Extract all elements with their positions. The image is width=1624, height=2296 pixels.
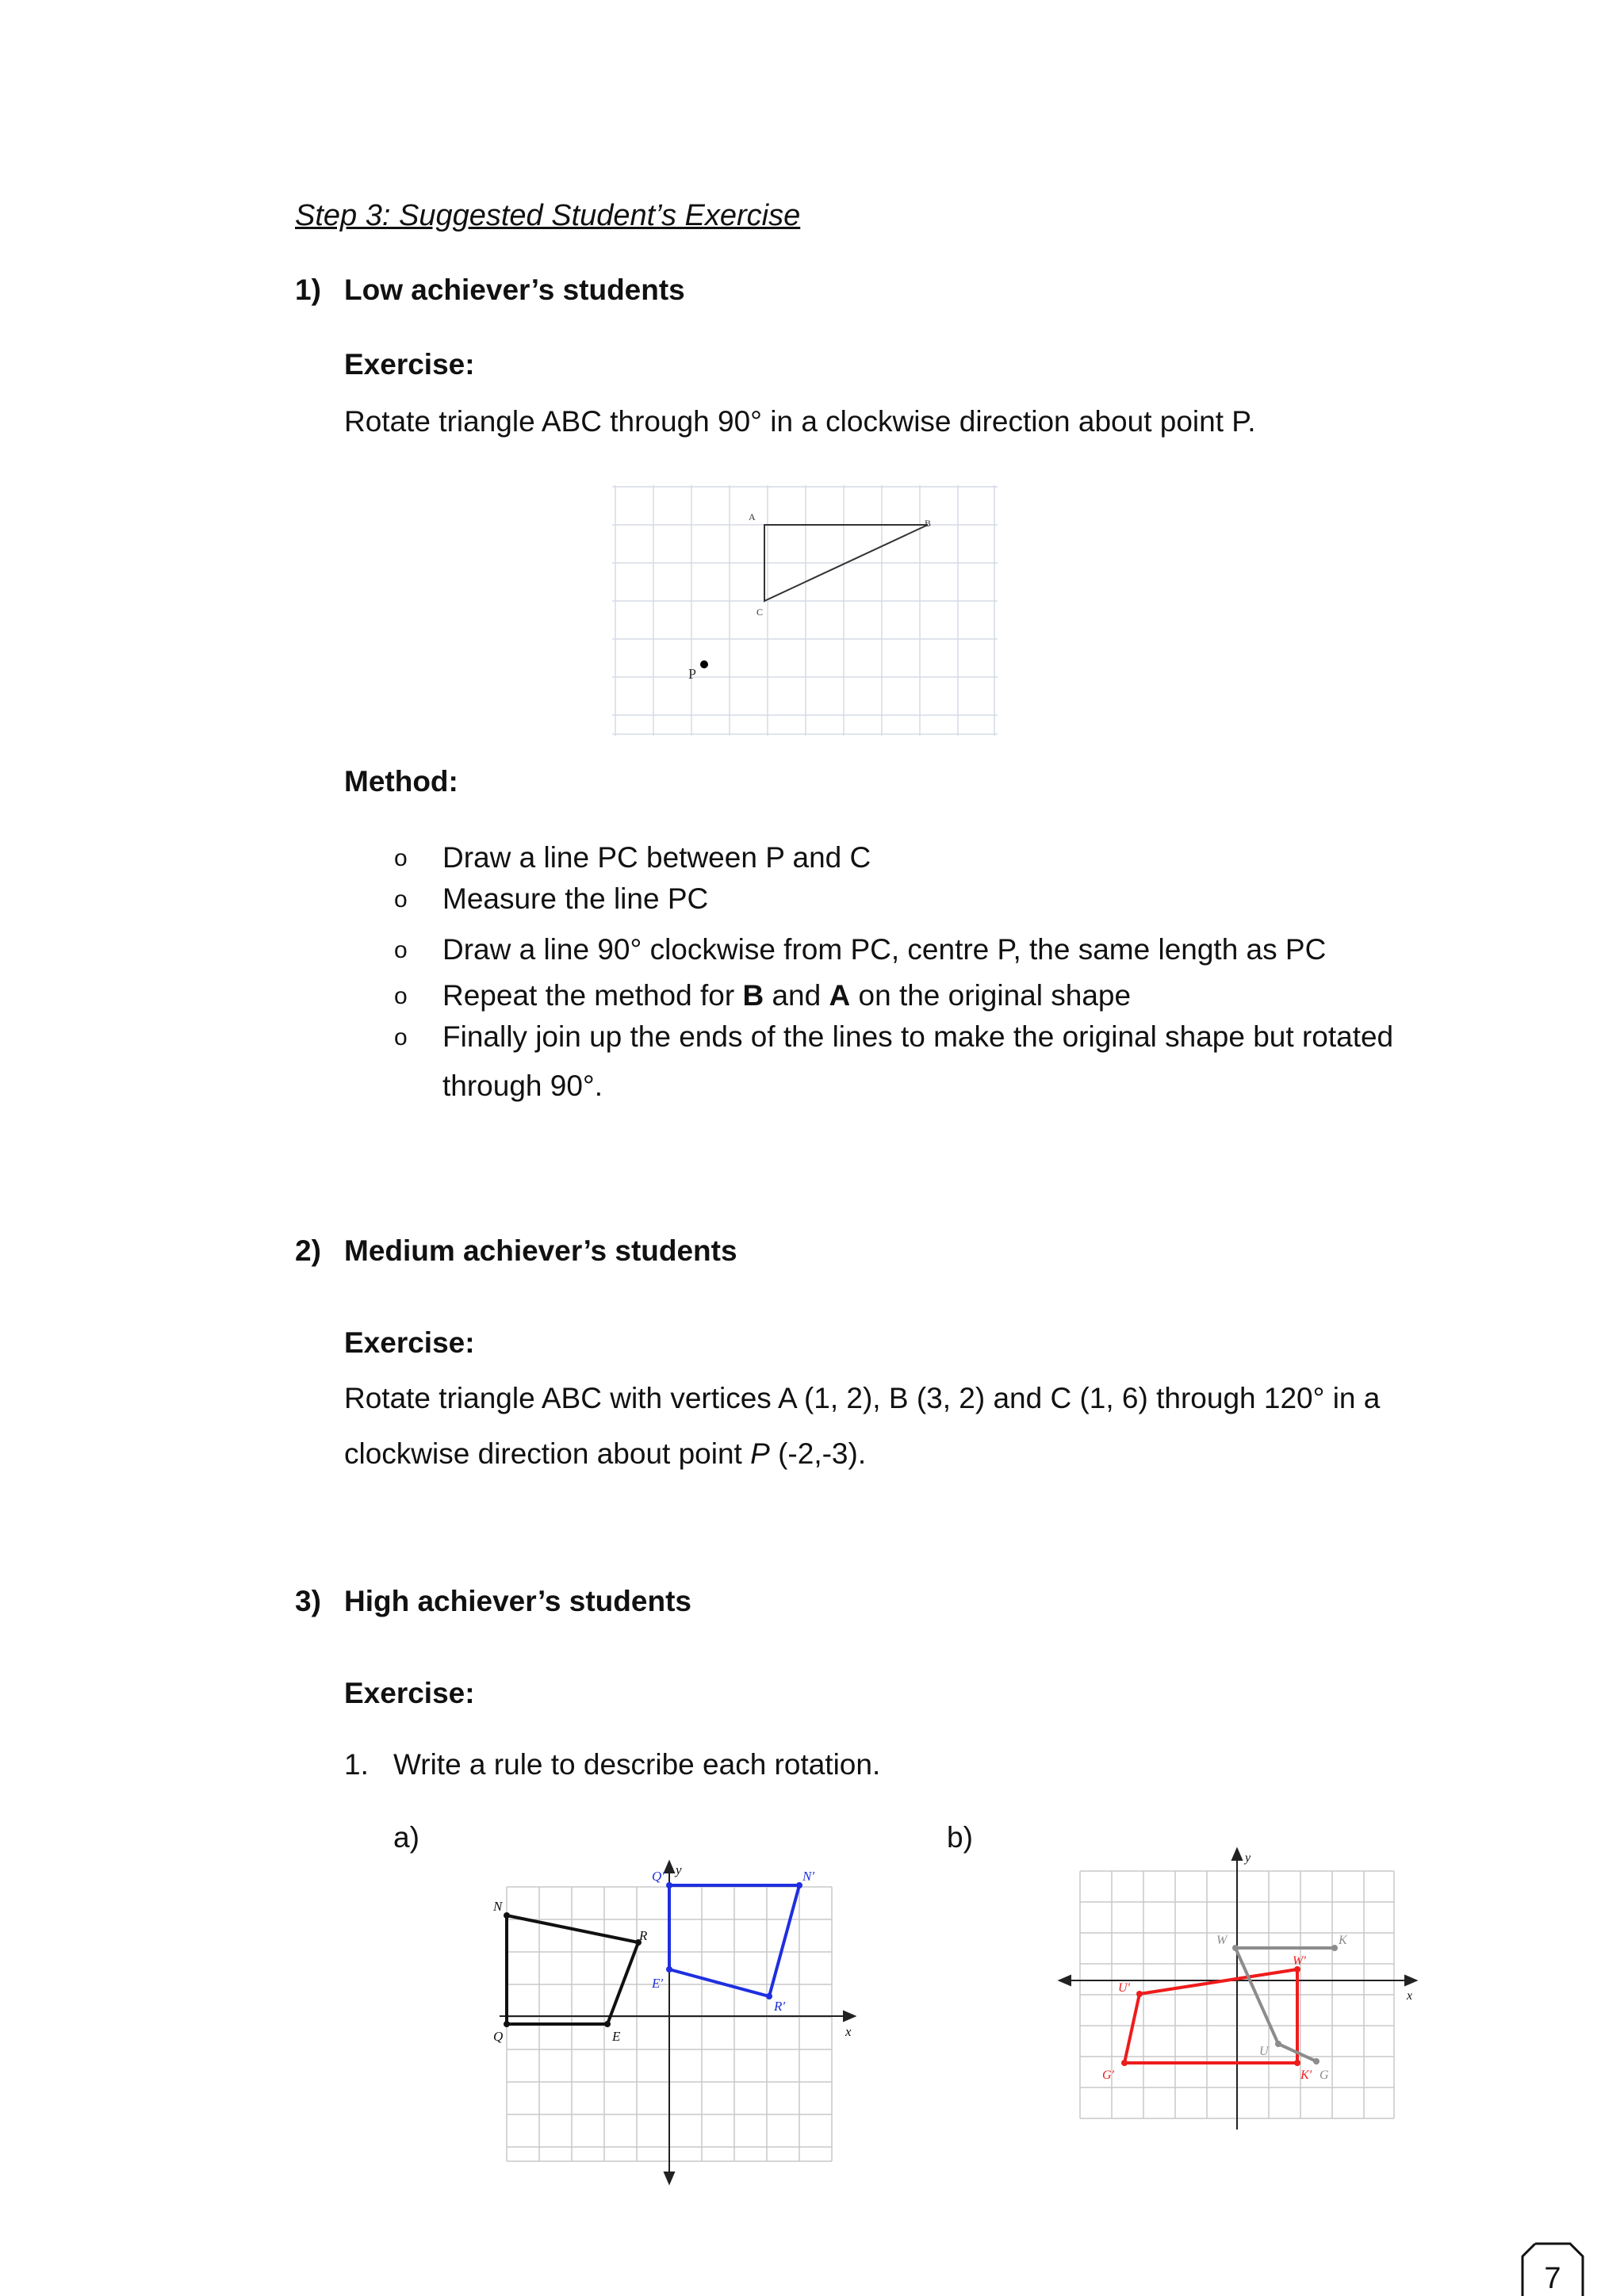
method-bullet-2: o: [394, 886, 408, 913]
label-q: Q: [493, 2029, 504, 2044]
label-x-axis-b: x: [1407, 1989, 1413, 2003]
part-b-label: b): [947, 1821, 973, 1854]
method-label: Method:: [344, 765, 458, 798]
label-q-prime: Q′: [652, 1869, 665, 1884]
section-2-number: 2): [295, 1234, 321, 1267]
medium-exercise-label: Exercise:: [344, 1326, 475, 1359]
label-k-prime: K′: [1300, 2068, 1312, 2082]
label-p: P: [688, 666, 697, 682]
question-text: Write a rule to describe each rotation.: [393, 1748, 881, 1781]
label-u: U: [1259, 2045, 1269, 2058]
section-3-title: High achiever’s students: [344, 1585, 691, 1617]
label-n-prime: N′: [802, 1869, 815, 1884]
medium-exercise-line-1: Rotate triangle ABC with vertices A (1, 2), B (3, 2) and C (1, 6) through 120° in a: [344, 1382, 1381, 1414]
label-g-prime: G′: [1102, 2068, 1115, 2082]
label-w: W: [1216, 1934, 1228, 1947]
label-x-axis: x: [845, 2024, 852, 2039]
label-y-axis: y: [676, 1862, 682, 1877]
label-y-axis-b: y: [1245, 1851, 1251, 1865]
question-number: 1.: [344, 1748, 369, 1781]
method-item-4: Repeat the method for B and A on the original shape: [442, 979, 1132, 1012]
section-2-title: Medium achiever’s students: [344, 1234, 737, 1267]
method-bullet-5: o: [394, 1024, 408, 1050]
quad-nreq: [507, 1915, 638, 2024]
section-1-number: 1): [295, 274, 321, 306]
section-1-title: Low achiever’s students: [344, 274, 685, 306]
section-3-number: 3): [295, 1585, 321, 1617]
grid-lines: [612, 485, 998, 736]
label-e-prime: E′: [652, 1976, 664, 1991]
label-a: A: [749, 511, 756, 522]
step-title: Step 3: Suggested Student’s Exercise: [295, 199, 801, 232]
part-a-label: a): [393, 1821, 419, 1854]
label-r-prime: R′: [774, 1999, 786, 2014]
method-item-3: Draw a line 90° clockwise from PC, centre P, the same length as PC: [442, 933, 1327, 966]
method-bullet-3: o: [394, 937, 408, 963]
rotation-graph-a: [476, 1855, 856, 2188]
label-g: G: [1320, 2068, 1329, 2082]
page-number-badge: [1519, 2241, 1586, 2296]
label-r: R: [639, 1928, 648, 1943]
rotation-graph-b: [1055, 1847, 1435, 2156]
method-bullet-4: o: [394, 983, 408, 1009]
method-item-5: Finally join up the ends of the lines to make the original shape but rotated: [442, 1020, 1394, 1053]
quad-image-b: [1124, 1969, 1297, 2063]
method-item-5-continued: through 90°.: [442, 1070, 603, 1102]
low-exercise-label: Exercise:: [344, 348, 475, 381]
label-n: N: [493, 1899, 503, 1914]
page-number: 7: [1544, 2262, 1561, 2295]
triangle-abc-figure: [612, 485, 998, 736]
method-bullet-1: o: [394, 845, 408, 871]
label-c: C: [756, 607, 764, 618]
high-exercise-label: Exercise:: [344, 1677, 475, 1709]
point-p: [700, 660, 708, 668]
label-e: E: [612, 2029, 621, 2044]
label-k: K: [1339, 1934, 1347, 1947]
low-exercise-text: Rotate triangle ABC through 90° in a clockwise direction about point P.: [344, 405, 1256, 438]
label-w-prime: W′: [1293, 1954, 1306, 1968]
method-item-1: Draw a line PC between P and C: [442, 841, 871, 874]
label-u-prime: U′: [1118, 1981, 1131, 1995]
medium-exercise-line-2: clockwise direction about point P (-2,-3).: [344, 1437, 867, 1470]
method-item-2: Measure the line PC: [442, 882, 709, 915]
label-b: B: [925, 518, 932, 529]
